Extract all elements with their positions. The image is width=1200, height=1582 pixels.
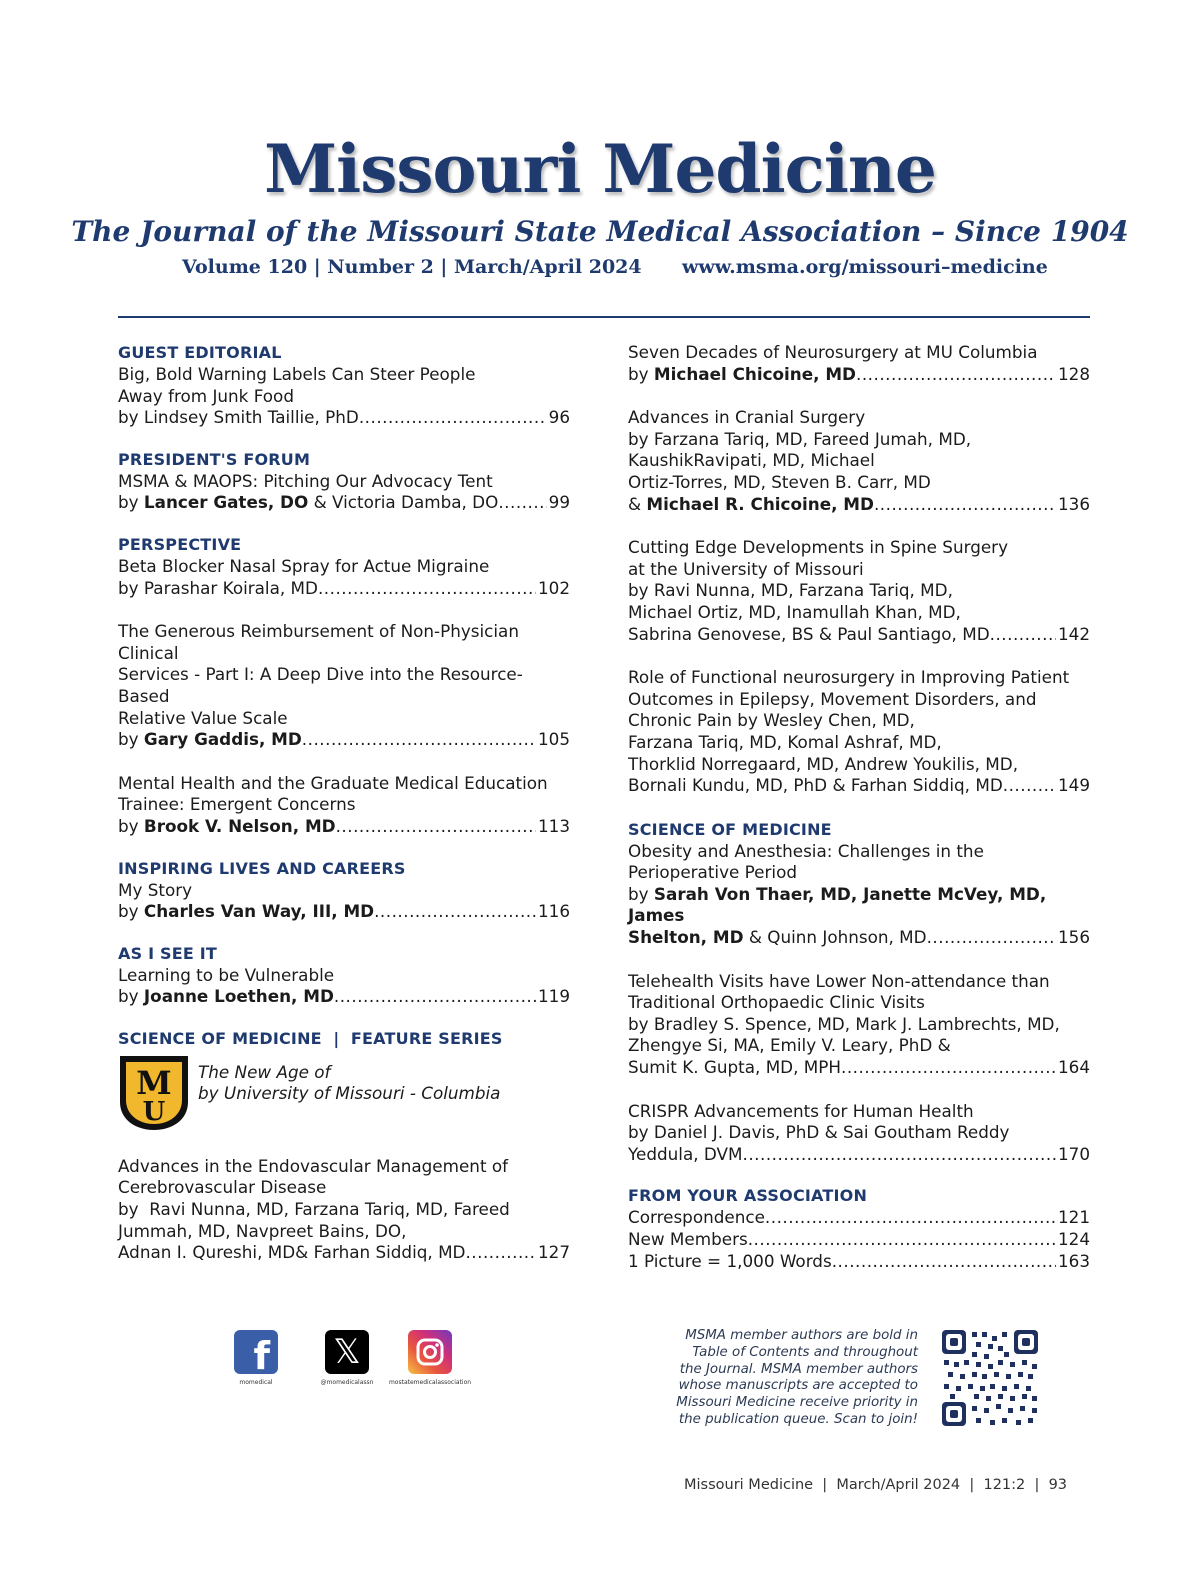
toc-entry[interactable] <box>628 407 1090 515</box>
instagram-icon <box>408 1330 452 1374</box>
entry-authors: Zhengye Si, MA, Emily V. Leary, PhD & <box>628 1035 951 1056</box>
leader-dots <box>927 927 1056 949</box>
leader-dots <box>302 729 536 751</box>
journal-title: Missouri Medicine <box>264 130 936 208</box>
toc-entry[interactable] <box>628 1207 1090 1229</box>
toc-entry[interactable] <box>118 880 570 923</box>
leader-dots <box>765 1207 1056 1229</box>
toc-entry[interactable] <box>118 1156 570 1264</box>
leader-dots <box>374 901 536 923</box>
issue-info: Volume 120 | Number 2 | March/April 2024 <box>182 256 642 278</box>
section-heading: SCIENCE OF MEDICINE | FEATURE SERIES <box>118 1028 503 1048</box>
by-prefix: by <box>628 363 654 384</box>
leader-dots <box>498 492 546 514</box>
entry-title: Cutting Edge Developments in Spine Surgery <box>628 537 1009 558</box>
leader-dots <box>1003 775 1056 797</box>
entry-authors: Michael Ortiz, MD, Inamullah Khan, MD, <box>628 601 961 622</box>
member-author: Brook V. Nelson, MD <box>143 815 336 836</box>
entry-title: Obesity and Anesthesia: Challenges in the <box>628 840 984 861</box>
leader-dots <box>359 407 547 429</box>
toc-entry[interactable] <box>628 342 1090 385</box>
facebook-link[interactable] <box>234 1330 278 1386</box>
by-prefix: by <box>118 901 144 922</box>
entry-authors: by Bradley S. Spence, MD, Mark J. Lambrechts, MD, <box>628 1013 1060 1034</box>
toc-entry[interactable] <box>118 364 570 429</box>
entry-title: Perioperative Period <box>628 862 797 883</box>
page-number: 128 <box>1057 363 1090 384</box>
entry-title: Seven Decades of Neurosurgery at MU Columbia <box>628 342 1038 362</box>
x-icon: 𝕏 <box>325 1330 369 1374</box>
section-inspiring-lives <box>118 858 570 923</box>
page-number: 164 <box>1057 1057 1090 1078</box>
page-number: 99 <box>548 492 570 513</box>
page-number: 156 <box>1057 927 1090 948</box>
section-heading: SCIENCE OF MEDICINE <box>628 819 832 839</box>
entry-byline: & Quinn Johnson, MD <box>743 927 927 948</box>
section-science-of-medicine <box>628 819 1090 1166</box>
page-number: 142 <box>1057 623 1090 644</box>
section-from-your-association <box>628 1185 1090 1272</box>
entry-title: Mental Health and the Graduate Medical Education <box>118 772 548 793</box>
leader-dots <box>990 624 1056 646</box>
toc-right-column <box>628 342 1090 1292</box>
leader-dots <box>336 816 536 838</box>
entry-title: Cerebrovascular Disease <box>118 1177 327 1198</box>
masthead <box>0 128 1200 252</box>
entry-byline: Yeddula, DVM <box>628 1143 743 1164</box>
entry-authors: Chronic Pain by Wesley Chen, MD, <box>628 710 915 731</box>
entry-title: Learning to be Vulnerable <box>118 964 335 985</box>
logo-letter-m: M <box>136 1063 172 1102</box>
member-author: Gary Gaddis, MD <box>143 729 302 750</box>
entry-title: Traditional Orthopaedic Clinic Visits <box>628 992 925 1013</box>
note-line: Table of Contents and throughout <box>692 1344 918 1360</box>
toc-entry[interactable] <box>628 1229 1090 1251</box>
feature-line: The New Age of <box>198 1061 331 1082</box>
entry-authors: by Ravi Nunna, MD, Farzana Tariq, MD, Fareed <box>118 1199 510 1220</box>
x-link[interactable] <box>320 1330 374 1386</box>
leader-dots <box>318 578 536 600</box>
page-number: 163 <box>1057 1250 1090 1271</box>
page-number: 105 <box>537 729 570 750</box>
section-feature-series <box>118 1028 570 1264</box>
instagram-link[interactable] <box>388 1330 472 1386</box>
instagram-glyph <box>408 1330 452 1374</box>
leader-dots <box>856 364 1056 386</box>
header-divider <box>118 316 1090 318</box>
entry-byline: by Parashar Koirala, MD <box>118 577 318 598</box>
section-as-i-see-it <box>118 943 570 1008</box>
entry-byline: by Lindsey Smith Taillie, PhD <box>118 407 359 428</box>
page-number: 102 <box>537 577 570 598</box>
toc-left-column <box>118 342 570 1284</box>
toc-entry[interactable] <box>628 667 1090 797</box>
toc-entry[interactable] <box>628 537 1090 645</box>
leader-dots <box>874 494 1056 516</box>
entry-title: New Members <box>628 1229 748 1249</box>
logo-letter-u: U <box>142 1096 166 1127</box>
page-number: 96 <box>548 407 570 428</box>
note-line: the Journal. MSMA member authors <box>679 1361 918 1377</box>
by-prefix: & <box>628 493 647 514</box>
section-heading: FROM YOUR ASSOCIATION <box>628 1186 868 1206</box>
member-author: Joanne Loethen, MD <box>143 986 334 1007</box>
entry-title: Advances in Cranial Surgery <box>628 407 866 428</box>
entry-byline: Bornali Kundu, MD, PhD & Farhan Siddiq, MD <box>628 775 1003 796</box>
page-number: 113 <box>537 815 570 836</box>
member-author: Shelton, MD <box>628 927 744 948</box>
page-number: 149 <box>1057 775 1090 796</box>
entry-authors: Ortiz-Torres, MD, Steven B. Carr, MD <box>628 471 931 492</box>
entry-byline: Sumit K. Gupta, MD, MPH <box>628 1057 841 1078</box>
page-footer: Missouri Medicine | March/April 2024 | 121:2 | 93 <box>684 1477 1068 1493</box>
toc-entry[interactable] <box>628 1251 1090 1273</box>
entry-authors: by Ravi Nunna, MD, Farzana Tariq, MD, <box>628 580 953 601</box>
entry-title: CRISPR Advancements for Human Health <box>628 1100 974 1121</box>
toc-entry[interactable] <box>628 971 1090 1079</box>
feature-series-title <box>198 1062 500 1105</box>
entry-authors: Jummah, MD, Navpreet Bains, DO, <box>118 1220 407 1241</box>
section-heading: PERSPECTIVE <box>118 534 242 554</box>
page-number: 136 <box>1057 493 1090 514</box>
section-presidents-forum <box>118 449 570 514</box>
facebook-icon: f <box>234 1330 278 1374</box>
entry-byline: Sabrina Genovese, BS & Paul Santiago, MD <box>628 623 990 644</box>
entry-title: Advances in the Endovascular Management of <box>118 1155 509 1176</box>
qr-code-icon[interactable] <box>940 1328 1040 1428</box>
by-prefix: by <box>118 729 144 750</box>
page-number: 170 <box>1057 1143 1090 1164</box>
leader-dots <box>334 986 536 1008</box>
mu-logo-icon <box>118 1054 190 1132</box>
note-line: MSMA member authors are bold in <box>685 1328 918 1343</box>
entry-authors: Thorklid Norregaard, MD, Andrew Youkilis, MD, <box>628 753 1019 774</box>
member-author: Charles Van Way, III, MD <box>143 901 375 922</box>
member-author: Lancer Gates, DO <box>143 492 309 513</box>
entry-title: MSMA & MAOPS: Pitching Our Advocacy Tent <box>118 470 493 491</box>
section-heading: GUEST EDITORIAL <box>118 343 282 362</box>
facebook-handle: momedical <box>239 1379 273 1386</box>
journal-subtitle: The Journal of the Missouri State Medical Association – Since 1904 <box>71 215 1129 248</box>
member-author: Sarah Von Thaer, MD, Janette McVey, MD, James <box>628 883 1047 926</box>
entry-authors: by Farzana Tariq, MD, Fareed Jumah, MD, <box>628 428 972 449</box>
by-prefix: by <box>628 883 654 904</box>
entry-byline: Adnan I. Qureshi, MD& Farhan Siddiq, MD <box>118 1242 466 1263</box>
entry-title: Trainee: Emergent Concerns <box>118 794 356 815</box>
leader-dots <box>832 1251 1056 1273</box>
feature-series-block <box>118 1052 570 1144</box>
entry-title: 1 Picture = 1,000 Words <box>628 1250 832 1271</box>
toc-entry[interactable] <box>118 621 570 751</box>
membership-note <box>640 1328 918 1429</box>
page-number: 116 <box>537 901 570 922</box>
section-heading: PRESIDENT'S FORUM <box>118 449 311 469</box>
section-heading: INSPIRING LIVES AND CAREERS <box>118 858 406 878</box>
page-number: 121 <box>1057 1207 1090 1228</box>
entry-title: The Generous Reimbursement of Non-Physician Clinical <box>118 621 519 663</box>
by-prefix: by <box>118 986 144 1007</box>
entry-title: Relative Value Scale <box>118 707 288 728</box>
member-author: Michael R. Chicoine, MD <box>646 493 874 514</box>
entry-title: Big, Bold Warning Labels Can Steer People <box>118 364 476 384</box>
page-number: 119 <box>537 986 570 1007</box>
entry-authors: KaushikRavipati, MD, Michael <box>628 450 875 471</box>
entry-title: Correspondence <box>628 1207 765 1228</box>
toc-entry[interactable] <box>118 773 570 838</box>
page-number: 124 <box>1057 1229 1090 1249</box>
toc-entry[interactable] <box>118 556 570 599</box>
section-perspective <box>118 534 570 838</box>
entry-authors: Farzana Tariq, MD, Komal Ashraf, MD, <box>628 731 942 752</box>
entry-title: Role of Functional neurosurgery in Improving Patient <box>628 667 1070 688</box>
journal-url[interactable]: www.msma.org/missouri–medicine <box>682 256 1048 278</box>
entry-title: Away from Junk Food <box>118 385 294 406</box>
page-number: 127 <box>537 1242 570 1263</box>
note-line: whose manuscripts are accepted to <box>678 1378 918 1394</box>
leader-dots <box>841 1057 1056 1079</box>
entry-title: Telehealth Visits have Lower Non-attendance than <box>628 970 1050 991</box>
leader-dots <box>748 1229 1056 1251</box>
entry-title: Outcomes in Epilepsy, Movement Disorders, and <box>628 688 1037 709</box>
feature-line: by University of Missouri - Columbia <box>198 1083 501 1104</box>
toc-entry[interactable] <box>628 1101 1090 1166</box>
toc-entry[interactable] <box>118 471 570 514</box>
leader-dots <box>743 1144 1056 1166</box>
entry-title: Beta Blocker Nasal Spray for Actue Migraine <box>118 555 490 576</box>
entry-title: My Story <box>118 879 193 900</box>
note-line: Missouri Medicine receive priority in <box>676 1395 918 1411</box>
by-prefix: by <box>118 492 144 513</box>
section-heading: AS I SEE IT <box>118 943 218 963</box>
entry-title: at the University of Missouri <box>628 558 864 579</box>
note-line: the publication queue. Scan to join! <box>678 1411 918 1427</box>
instagram-handle: mostatemedicalassociation <box>388 1379 472 1386</box>
toc-entry[interactable] <box>118 965 570 1008</box>
x-handle: @momedicalassn <box>320 1379 374 1386</box>
by-prefix: by <box>118 815 144 836</box>
leader-dots <box>465 1242 536 1264</box>
member-author: Michael Chicoine, MD <box>653 363 856 384</box>
toc-entry[interactable] <box>628 841 1090 949</box>
entry-byline: & Victoria Damba, DO <box>308 492 499 513</box>
entry-title: Services - Part I: A Deep Dive into the Resource-Based <box>118 664 523 706</box>
section-guest-editorial <box>118 342 570 429</box>
entry-authors: by Daniel J. Davis, PhD & Sai Goutham Reddy <box>628 1122 1010 1143</box>
